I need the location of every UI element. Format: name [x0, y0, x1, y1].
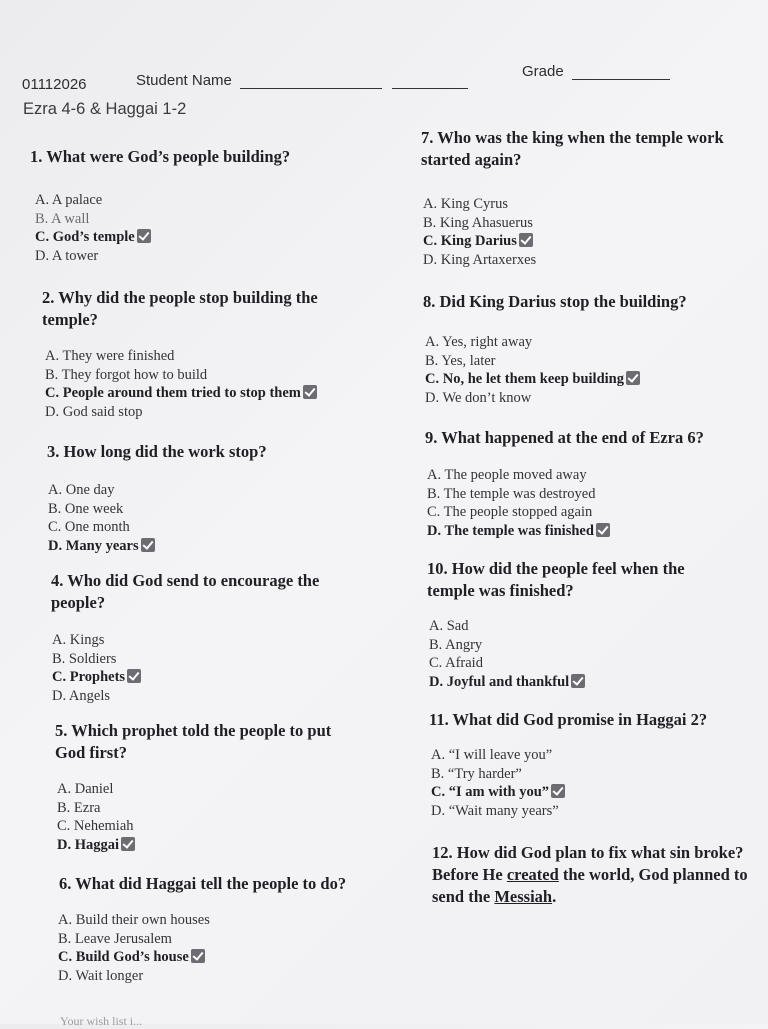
option: B. Leave Jerusalem [58, 930, 172, 947]
option: B. Angry [429, 636, 483, 653]
option-correct [431, 783, 565, 802]
question-text: 10. How did the people feel when the temple was finished? [427, 559, 685, 600]
question-text: 9. What happened at the end of Ezra 6? [425, 428, 704, 447]
checkmark-icon [137, 229, 151, 243]
option: A. They were finished [45, 348, 175, 364]
grade-text: Grade [522, 63, 564, 80]
question-text: 3. How long did the work stop? [47, 442, 267, 461]
option: A. A palace [35, 192, 103, 208]
option-text: C. God’s temple [35, 229, 135, 245]
option-correct [48, 537, 155, 556]
worksheet-code: 01112026 [22, 76, 87, 93]
checkmark-icon [571, 674, 585, 688]
question-11-options [431, 746, 565, 820]
question-text: 6. What did Haggai tell the people to do? [59, 874, 347, 893]
option: D. God said stop [45, 403, 143, 420]
question-12-text-start: 12. How did God plan to fix what sin broke? Before He [432, 843, 744, 884]
question-9-options [427, 466, 610, 540]
option: A. Yes, right away [425, 334, 533, 350]
question-text: 8. Did King Darius stop the building? [423, 292, 687, 311]
question-9 [425, 427, 755, 449]
option: C. The people stopped again [427, 504, 593, 520]
option: D. Wait longer [58, 967, 144, 984]
question-text: 11. What did God promise in Haggai 2? [429, 710, 708, 729]
checkmark-icon [303, 385, 317, 399]
question-8-options [425, 333, 640, 407]
option: A. One day [48, 482, 115, 498]
question-4 [51, 570, 361, 614]
question-12-text-end: . [552, 887, 557, 906]
option: D. “Wait many years” [431, 802, 559, 819]
option-text: C. King Darius [423, 233, 517, 249]
page-title: Ezra 4-6 & Haggai 1-2 [23, 100, 187, 118]
option: B. Ezra [57, 799, 101, 816]
option-correct [429, 673, 585, 692]
option: C. Nehemiah [57, 818, 134, 834]
option: B. They forgot how to build [45, 366, 208, 383]
question-7-options [423, 195, 536, 269]
option-text: C. Prophets [52, 669, 126, 685]
question-text: 7. Who was the king when the temple work started again? [421, 128, 724, 169]
question-text: 5. Which prophet told the people to put God first? [55, 721, 332, 762]
question-2-options [45, 347, 317, 421]
answer-created: created [506, 865, 559, 884]
student-name-blank [240, 87, 382, 89]
question-6-options [58, 911, 210, 985]
question-6 [59, 873, 389, 895]
option-text: D. Many years [48, 537, 139, 554]
grade-blank [572, 78, 670, 80]
question-10 [427, 558, 727, 602]
checkmark-icon [626, 371, 640, 385]
question-5 [55, 720, 365, 764]
checkmark-icon [519, 233, 533, 247]
checkmark-icon [141, 538, 155, 552]
question-7 [421, 127, 766, 171]
option: B. King Ahasuerus [423, 214, 533, 231]
option-correct [425, 370, 640, 389]
question-10-options [429, 617, 585, 691]
student-name-blank-2 [392, 87, 468, 89]
option: B. Soldiers [52, 650, 117, 667]
question-text: 1. What were God’s people building? [30, 147, 291, 166]
option-correct [45, 384, 317, 403]
question-1 [30, 146, 370, 168]
option: A. King Cyrus [423, 196, 508, 212]
student-name-text: Student Name [136, 72, 232, 89]
option-text: C. No, he let them keep building [425, 371, 624, 387]
grade-label [522, 63, 670, 80]
option-correct [52, 668, 141, 687]
option: C. One month [48, 519, 130, 535]
option: B. The temple was destroyed [427, 485, 596, 502]
option: A. Sad [429, 618, 469, 634]
question-12-text-middle: the world, God planned to send the [432, 865, 748, 906]
checkmark-icon [121, 837, 135, 851]
option: D. Angels [52, 687, 110, 704]
question-3-options [48, 481, 155, 555]
option-correct [423, 232, 536, 251]
option: A. Build their own houses [58, 912, 210, 928]
question-1-options [35, 191, 151, 265]
option: A. Daniel [57, 781, 114, 797]
footer-fragment: Your wish list i... [60, 1014, 143, 1028]
option-correct [427, 522, 610, 541]
option-text: C. Build God’s house [58, 949, 189, 965]
option: B. One week [48, 500, 124, 517]
option-text: C. People around them tried to stop them [45, 385, 301, 401]
checkmark-icon [551, 784, 565, 798]
option: D. We don’t know [425, 389, 532, 406]
question-5-options [57, 780, 135, 854]
question-11 [429, 709, 749, 731]
option-text: D. Joyful and thankful [429, 673, 570, 690]
option: B. A wall [35, 210, 90, 227]
question-2 [42, 287, 362, 331]
checkmark-icon [191, 949, 205, 963]
option: A. Kings [52, 632, 105, 648]
option: B. “Try harder” [431, 765, 522, 782]
checkmark-icon [596, 523, 610, 537]
option-text: C. “I am with you” [431, 784, 550, 800]
option-text: D. The temple was finished [427, 522, 594, 539]
option: B. Yes, later [425, 352, 496, 369]
option-correct [58, 948, 210, 967]
option: C. Afraid [429, 655, 483, 671]
option-correct [35, 228, 151, 247]
option: A. The people moved away [427, 467, 587, 483]
question-12 [432, 842, 757, 908]
question-8 [423, 291, 753, 313]
checkmark-icon [127, 669, 141, 683]
question-3 [47, 441, 367, 463]
option: D. A tower [35, 247, 99, 264]
student-name-label [136, 72, 468, 89]
option: D. King Artaxerxes [423, 251, 537, 268]
option-correct [57, 836, 135, 855]
option-text: D. Haggai [57, 836, 120, 853]
question-text: 4. Who did God send to encourage the people? [51, 571, 320, 612]
question-4-options [52, 631, 141, 705]
question-text: 2. Why did the people stop building the temple? [42, 288, 318, 329]
option: A. “I will leave you” [431, 747, 553, 763]
answer-messiah: Messiah [494, 887, 553, 906]
